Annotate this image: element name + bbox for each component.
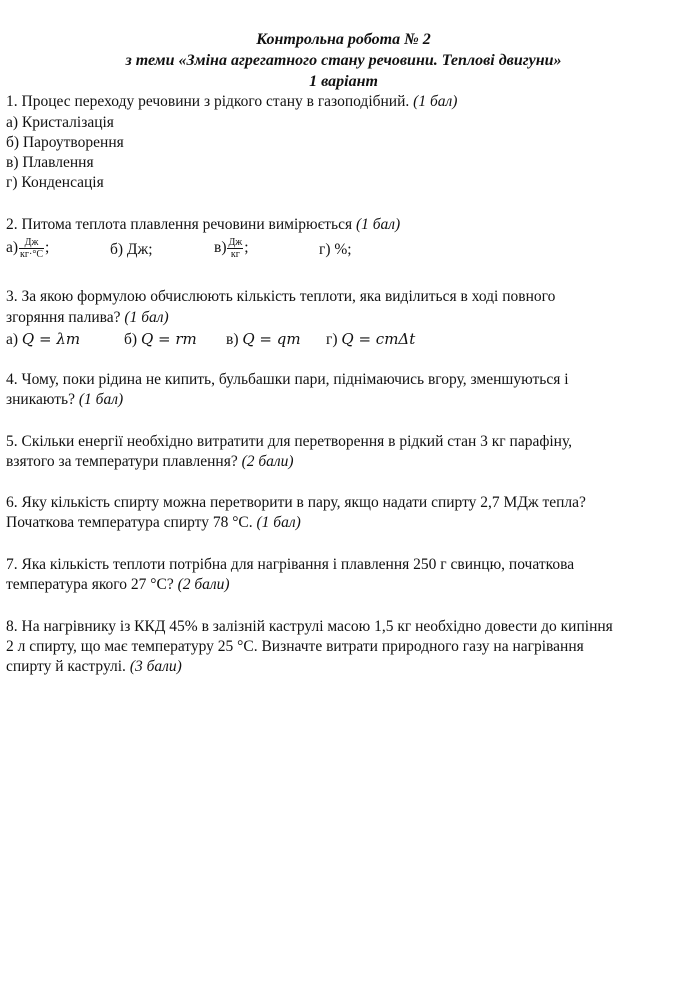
fraction-numerator: Дж: [228, 237, 243, 248]
question-2-option-a: [6, 237, 49, 260]
formula-a: Q = λm: [21, 330, 81, 348]
option-a-label: а): [6, 331, 19, 348]
fraction-denominator: кг·°С: [20, 249, 44, 260]
option-c-label: в): [214, 239, 227, 257]
unit-fraction: [227, 237, 243, 260]
question-1-option-b: б) Пароутворення: [6, 134, 124, 151]
option-c-label: в): [226, 331, 239, 348]
question-4-line-2: [6, 390, 123, 410]
option-a-label: а): [6, 239, 19, 257]
question-3-option-d: [326, 329, 415, 350]
option-c-suffix: ;: [244, 239, 249, 257]
question-1-points: (1 бал): [413, 93, 458, 110]
variant-label: 1 варіант: [309, 73, 378, 90]
question-6-line-2: [6, 513, 301, 533]
question-7-line-1: 7. Яка кількість теплоти потрібна для нагрівання і плавлення 250 г свинцю, початкова: [6, 556, 575, 573]
question-1-option-c: в) Плавлення: [6, 154, 94, 171]
question-8-line-3: [6, 657, 182, 677]
fraction-denominator: кг: [230, 249, 240, 260]
question-3-line-2: [6, 308, 169, 328]
question-2: [6, 215, 400, 235]
page-title: Контрольна робота № 2: [256, 31, 431, 48]
question-1: [6, 92, 457, 112]
formula-d: Q = cmΔt: [341, 330, 416, 348]
formula-c: Q = qm: [242, 330, 301, 348]
unit-fraction: [19, 237, 44, 260]
question-5-line-1: 5. Скільки енергії необхідно витратити для перетворення в рідкий стан 3 кг парафіну,: [6, 433, 573, 450]
question-6-points: (1 бал): [256, 514, 301, 531]
question-2-option-c: [214, 237, 249, 260]
question-3-text: згоряння палива?: [6, 309, 121, 326]
question-3-option-c: [226, 329, 301, 350]
question-7-text: температура якого 27 °С?: [6, 576, 174, 593]
question-4-points: (1 бал): [78, 391, 124, 408]
question-2-option-b: б) Дж;: [110, 241, 153, 258]
question-4-line-1: 4. Чому, поки рідина не кипить, бульбашки пари, піднімаючись вгору, зменшуються і: [6, 371, 569, 388]
question-2-text: 2. Питома теплота плавлення речовини вимірюється: [6, 216, 353, 233]
question-3-line-1: 3. За якою формулою обчислюють кількість теплоти, яка виділиться в ході повного: [6, 288, 556, 305]
question-1-option-d: г) Конденсація: [6, 174, 104, 191]
question-7-points: (2 бали): [177, 576, 230, 593]
question-2-points: (1 бал): [355, 216, 401, 233]
question-6-text: Початкова температура спирту 78 °С.: [6, 514, 253, 531]
question-5-text: взятого за температури плавлення?: [6, 453, 238, 470]
formula-b: Q = rm: [140, 330, 197, 348]
question-3-option-b: [124, 329, 197, 350]
question-8-points: (3 бали): [129, 658, 182, 675]
question-5-line-2: [6, 452, 294, 472]
question-1-option-a: а) Кристалізація: [6, 114, 114, 131]
option-d-label: г): [326, 331, 338, 348]
question-1-text: 1. Процес переходу речовини з рідкого стану в газоподібний.: [6, 93, 410, 110]
question-7-line-2: [6, 575, 230, 595]
question-6-line-1: 6. Яку кількість спирту можна перетворити в пару, якщо надати спирту 2,7 МДж теплa?: [6, 494, 586, 511]
option-a-suffix: ;: [45, 239, 50, 257]
fraction-numerator: Дж: [19, 237, 44, 249]
page-subtitle: з теми «Зміна агрегатного стану речовини. Теплові двигуни»: [125, 52, 562, 69]
question-8-line-2: 2 л спирту, що має температуру 25 °С. Визначте витрати природного газу на нагрівання: [6, 638, 584, 655]
question-3-option-a: [6, 329, 80, 350]
question-4-text: зникають?: [6, 391, 75, 408]
question-5-points: (2 бали): [241, 453, 294, 470]
question-8-text: спирту й каструлі.: [6, 658, 126, 675]
question-8-line-1: 8. На нагрівнику із ККД 45% в залізній каструлі масою 1,5 кг необхідно довести до кипіння: [6, 618, 613, 635]
question-3-points: (1 бал): [124, 309, 169, 326]
question-2-option-d: г) %;: [319, 241, 352, 258]
option-b-label: б): [124, 331, 138, 348]
